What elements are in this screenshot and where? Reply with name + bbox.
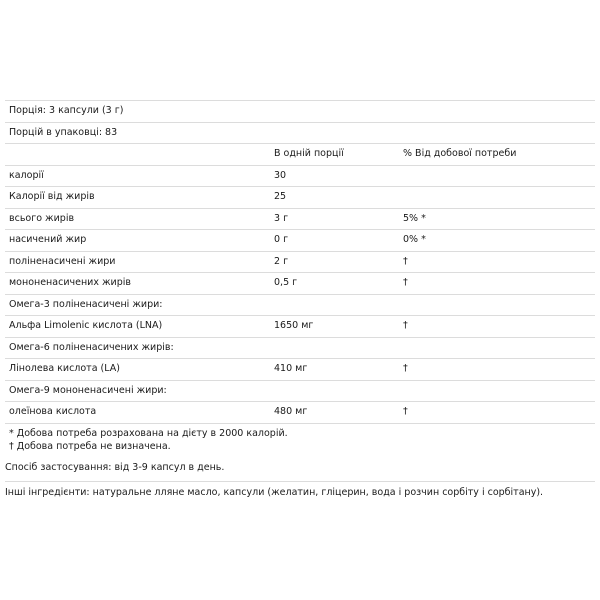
nutrient-daily-value: 0% * xyxy=(403,234,426,245)
nutrient-amount: 0,5 г xyxy=(274,277,298,288)
per-serving-header: В одній порції xyxy=(274,148,344,159)
nutrient-group-heading: Омега-9 мононенасичені жири: xyxy=(9,384,167,396)
nutrient-name: Калорії від жирів xyxy=(9,191,95,202)
table-row xyxy=(5,316,595,338)
serving-size-row xyxy=(5,101,595,123)
nutrient-daily-value: † xyxy=(403,320,408,331)
nutrient-amount: 1650 мг xyxy=(274,320,314,331)
nutrition-facts-table xyxy=(5,100,595,456)
table-row xyxy=(5,359,595,381)
nutrient-amount: 3 г xyxy=(274,212,289,224)
other-ingredients: Інші інгредієнти: натуральне лляне масло, капсули (желатин, гліцерин, вода і розчин сорбіту і сорбітану). xyxy=(5,481,595,503)
nutrient-amount: 25 xyxy=(274,191,287,202)
footnote-not-established: † Добова потреба не визначена. xyxy=(9,440,171,452)
usage-instructions: Спосіб застосування: від 3-9 капсул в день. xyxy=(5,462,225,473)
table-header-row xyxy=(5,144,595,166)
footnote-daily-basis: * Добова потреба розрахована на дієту в 2000 калорій. xyxy=(9,427,288,439)
daily-value-header: % Від добової потреби xyxy=(403,148,517,159)
servings-per-package-row xyxy=(5,123,595,145)
table-row xyxy=(5,252,595,274)
nutrient-daily-value: 5% * xyxy=(403,212,426,224)
table-row xyxy=(5,295,595,317)
servings-per-package: Порцій в упаковці: 83 xyxy=(9,126,118,138)
nutrient-name: Альфа Limolenic кислота (LNA) xyxy=(9,320,163,331)
table-row xyxy=(5,381,595,403)
nutrient-amount: 30 xyxy=(274,169,287,181)
table-row xyxy=(5,187,595,209)
nutrient-name: олеїнова кислота xyxy=(9,406,97,417)
nutrient-name: поліненасичені жири xyxy=(9,255,116,267)
nutrient-daily-value: † xyxy=(403,363,408,374)
nutrient-daily-value: † xyxy=(403,406,408,417)
nutrient-amount: 480 мг xyxy=(274,406,308,417)
nutrient-daily-value: † xyxy=(403,277,408,288)
nutrient-name: Лінолева кислота (LA) xyxy=(9,363,120,374)
footnotes xyxy=(5,424,595,456)
table-row xyxy=(5,338,595,360)
nutrient-group-heading: Омега-6 поліненасичених жирів: xyxy=(9,341,174,353)
table-row xyxy=(5,273,595,295)
table-row xyxy=(5,402,595,424)
nutrient-daily-value: † xyxy=(403,255,408,267)
table-row xyxy=(5,166,595,188)
nutrient-name: насичений жир xyxy=(9,234,87,245)
nutrient-group-heading: Омега-3 поліненасичені жири: xyxy=(9,298,163,310)
nutrient-name: калорії xyxy=(9,169,44,181)
table-row xyxy=(5,209,595,231)
nutrient-name: всього жирів xyxy=(9,212,75,224)
table-row xyxy=(5,230,595,252)
nutrient-amount: 2 г xyxy=(274,255,289,267)
nutrient-name: мононенасичених жирів xyxy=(9,277,131,288)
serving-size: Порція: 3 капсули (3 г) xyxy=(9,105,124,116)
nutrient-amount: 0 г xyxy=(274,234,289,245)
nutrient-amount: 410 мг xyxy=(274,363,308,374)
